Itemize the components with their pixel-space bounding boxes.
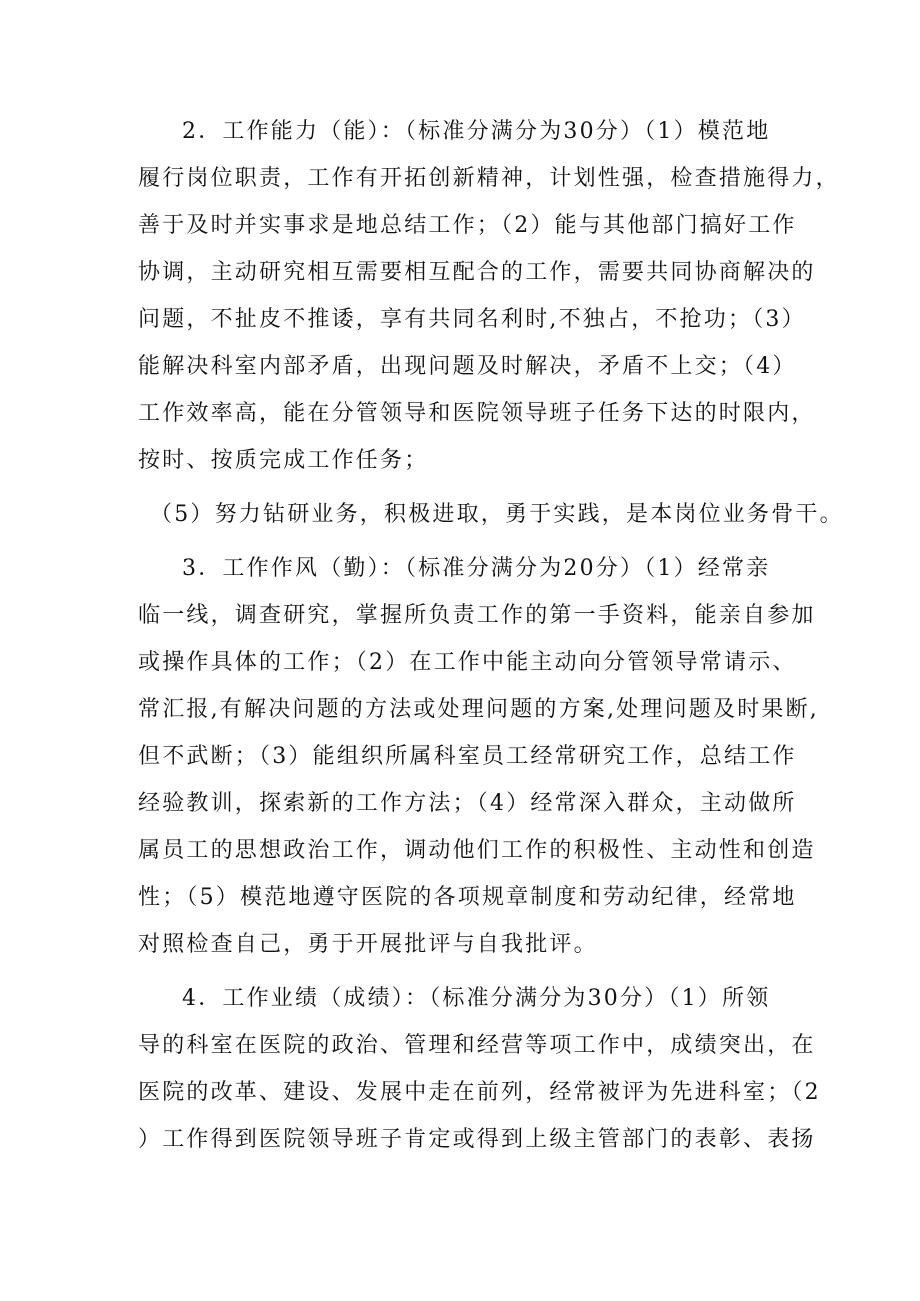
paragraph-line: 协调，主动研究相互需要相互配合的工作，需要共同协商解决的 <box>138 260 816 285</box>
paragraph-line: 对照检查自己，勇于开展批评与自我批评。 <box>138 932 598 957</box>
paragraph-line: 经验教训，探索新的工作方法；（4）经常深入群众，主动做所 <box>138 791 797 816</box>
paragraph-line: 常汇报,有解决问题的方法或处理问题的方案,处理问题及时果断, <box>138 697 819 722</box>
paragraph-line: 导的科室在医院的政治、管理和经营等项工作中，成绩突出，在 <box>138 1033 816 1058</box>
paragraph-line: 履行岗位职责，工作有开拓创新精神，计划性强，检查措施得力， <box>138 166 840 191</box>
paragraph-line: 3．工作作风（勤）：（标准分满分为20分）（1）经常亲 <box>182 556 771 581</box>
paragraph-line: 或操作具体的工作；（2）在工作中能主动向分管领导常请示、 <box>138 650 797 675</box>
paragraph-line: 临一线，调查研究，掌握所负责工作的第一手资料，能亲自参加 <box>138 603 816 628</box>
paragraph-line: 善于及时并实事求是地总结工作；（2）能与其他部门搞好工作 <box>138 213 797 238</box>
paragraph-line: 性；（5）模范地遵守医院的各项规章制度和劳动纪律，经常地 <box>138 885 797 910</box>
paragraph-line: 按时、按质完成工作任务； <box>138 448 429 473</box>
paragraph-line: 问题，不扯皮不推诿，享有共同名利时,不独占，不抢功；（3） <box>138 307 806 332</box>
paragraph-line: 能解决科室内部矛盾，出现问题及时解决，矛盾不上交；（4） <box>138 354 797 379</box>
paragraph-line: 属员工的思想政治工作，调动他们工作的积极性、主动性和创造 <box>138 838 816 863</box>
paragraph-line: 工作效率高，能在分管领导和医院领导班子任务下达的时限内， <box>138 401 816 426</box>
paragraph-line: 2．工作能力（能）：（标准分满分为30分）（1）模范地 <box>182 119 771 144</box>
paragraph-line: 4．工作业绩（成绩）：（标准分满分为30分）（1）所领 <box>182 986 771 1011</box>
paragraph-line: （5）努力钻研业务，积极进取，勇于实践，是本岗位业务骨干。 <box>150 502 844 527</box>
paragraph-line: ）工作得到医院领导班子肯定或得到上级主管部门的表彰、表扬 <box>138 1127 816 1152</box>
paragraph-line: 医院的改革、建设、发展中走在前列，经常被评为先进科室；（2 <box>138 1080 821 1105</box>
paragraph-line: 但不武断；（3）能组织所属科室员工经常研究工作，总结工作 <box>138 744 797 769</box>
